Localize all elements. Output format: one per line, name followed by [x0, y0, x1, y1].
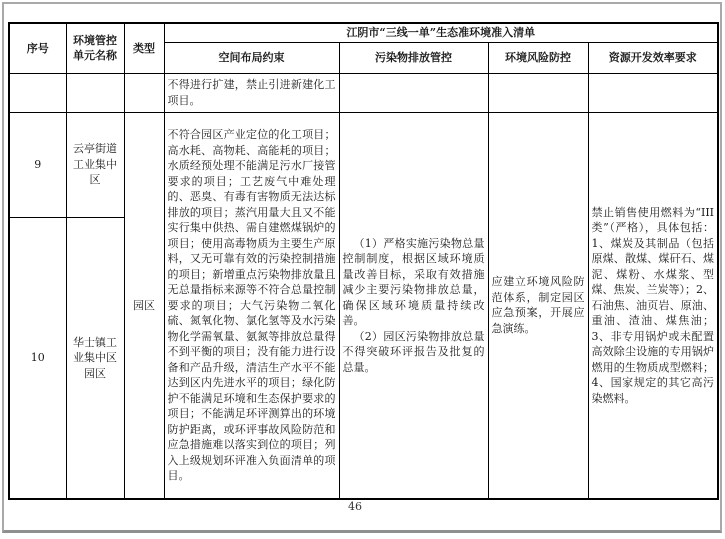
row9-unit-name: 云亭街道工业集中区	[66, 112, 124, 217]
header-spatial: 空间布局约束	[164, 42, 339, 73]
carryover-unit-cell	[66, 73, 124, 112]
pollutant-paragraph-1: （1）严格实施污染物总量控制制度，根据区域环境质量改善目标，采取有效措施减少主要污染物排放总量，确保区域环境质量持续改善。	[342, 236, 485, 327]
merged-risk-cell	[488, 112, 588, 499]
pollutant-paragraph-2: （2）园区污染物排放总量不得突破环评报告及批复的总量。	[342, 329, 485, 374]
carryover-spatial-cell: 不得进行扩建，禁止引进新建化工项目。	[164, 73, 339, 112]
carryover-risk-cell	[488, 73, 588, 112]
header-risk: 环境风险防控	[488, 42, 588, 73]
risk-paragraph: 应建立环境风险防范体系，制定园区应急预案，开展应急演练。	[491, 275, 585, 335]
row9-index: 9	[9, 112, 66, 217]
merged-spatial-cell: 不符合园区产业定位的化工项目；高水耗、高物耗、高能耗的项目；水质经预处理不能满足污水厂接管要求的项目；工艺废气中难处理的、恶臭、有毒有害物质无法达标排放的项目；蒸汽用量大且又不能实行集中供热、需自建燃煤锅炉的项目；使用高毒物质为主要生产原料，又无可靠有效的污染控制措施的项目；新增重点污染物排放量且无总量指标来源等不符合总量控制要求的项目；大气污染物二氧化硫、氮氧化物、氯化氢等及水污染物化学需氧量、氨氮等排放总量得不到平衡的项目；没有能力进行设备和产品升级，清洁生产水平不能达到区内先进水平的项目；绿化防护不能满足环境和生态保护要求的项目；不能满足环评测算出的环境防护距离，或环评事故风险防范和应急措施难以落实到位的项目；列入上级规划环评准入负面清单的项目。	[164, 112, 339, 499]
carryover-type-cell	[124, 73, 164, 112]
resource-paragraph: 禁止销售使用燃料为“III类”（严格），具体包括：1、煤炭及其制品（包括原煤、散煤、煤矸石、煤泥、煤粉、水煤浆、型煤、焦炭、兰炭等）；2、石油焦、油页岩、原油、重油、渣油、煤焦油；3、非专用锅炉或未配置高效除尘设施的专用锅炉燃用的生物质成型燃料；4、国家规定的其它高污染燃料。	[591, 205, 715, 405]
carryover-pollutant-cell	[339, 73, 488, 112]
header-resource: 资源开发效率要求	[588, 42, 718, 73]
access-list-table	[8, 22, 719, 500]
page-number: 46	[348, 500, 362, 513]
row10-index: 10	[9, 217, 66, 499]
carryover-row	[9, 73, 718, 112]
carryover-resource-cell	[588, 73, 718, 112]
row10-unit-name: 华士镇工业集中区园区	[66, 217, 124, 499]
table-title: 江阴市“三线一单”生态准环境准入清单	[164, 23, 718, 42]
merged-type-cell: 园区	[124, 112, 164, 499]
merged-pollutant-cell	[339, 112, 488, 499]
header-pollutant: 污染物排放管控	[339, 42, 488, 73]
carryover-index-cell	[9, 73, 66, 112]
merged-resource-cell	[588, 112, 718, 499]
header-index: 序号	[9, 23, 66, 73]
table-row-9	[9, 112, 718, 217]
header-type: 类型	[124, 23, 164, 73]
table-title-row	[9, 23, 718, 42]
header-unit-name: 环境管控单元名称	[66, 23, 124, 73]
